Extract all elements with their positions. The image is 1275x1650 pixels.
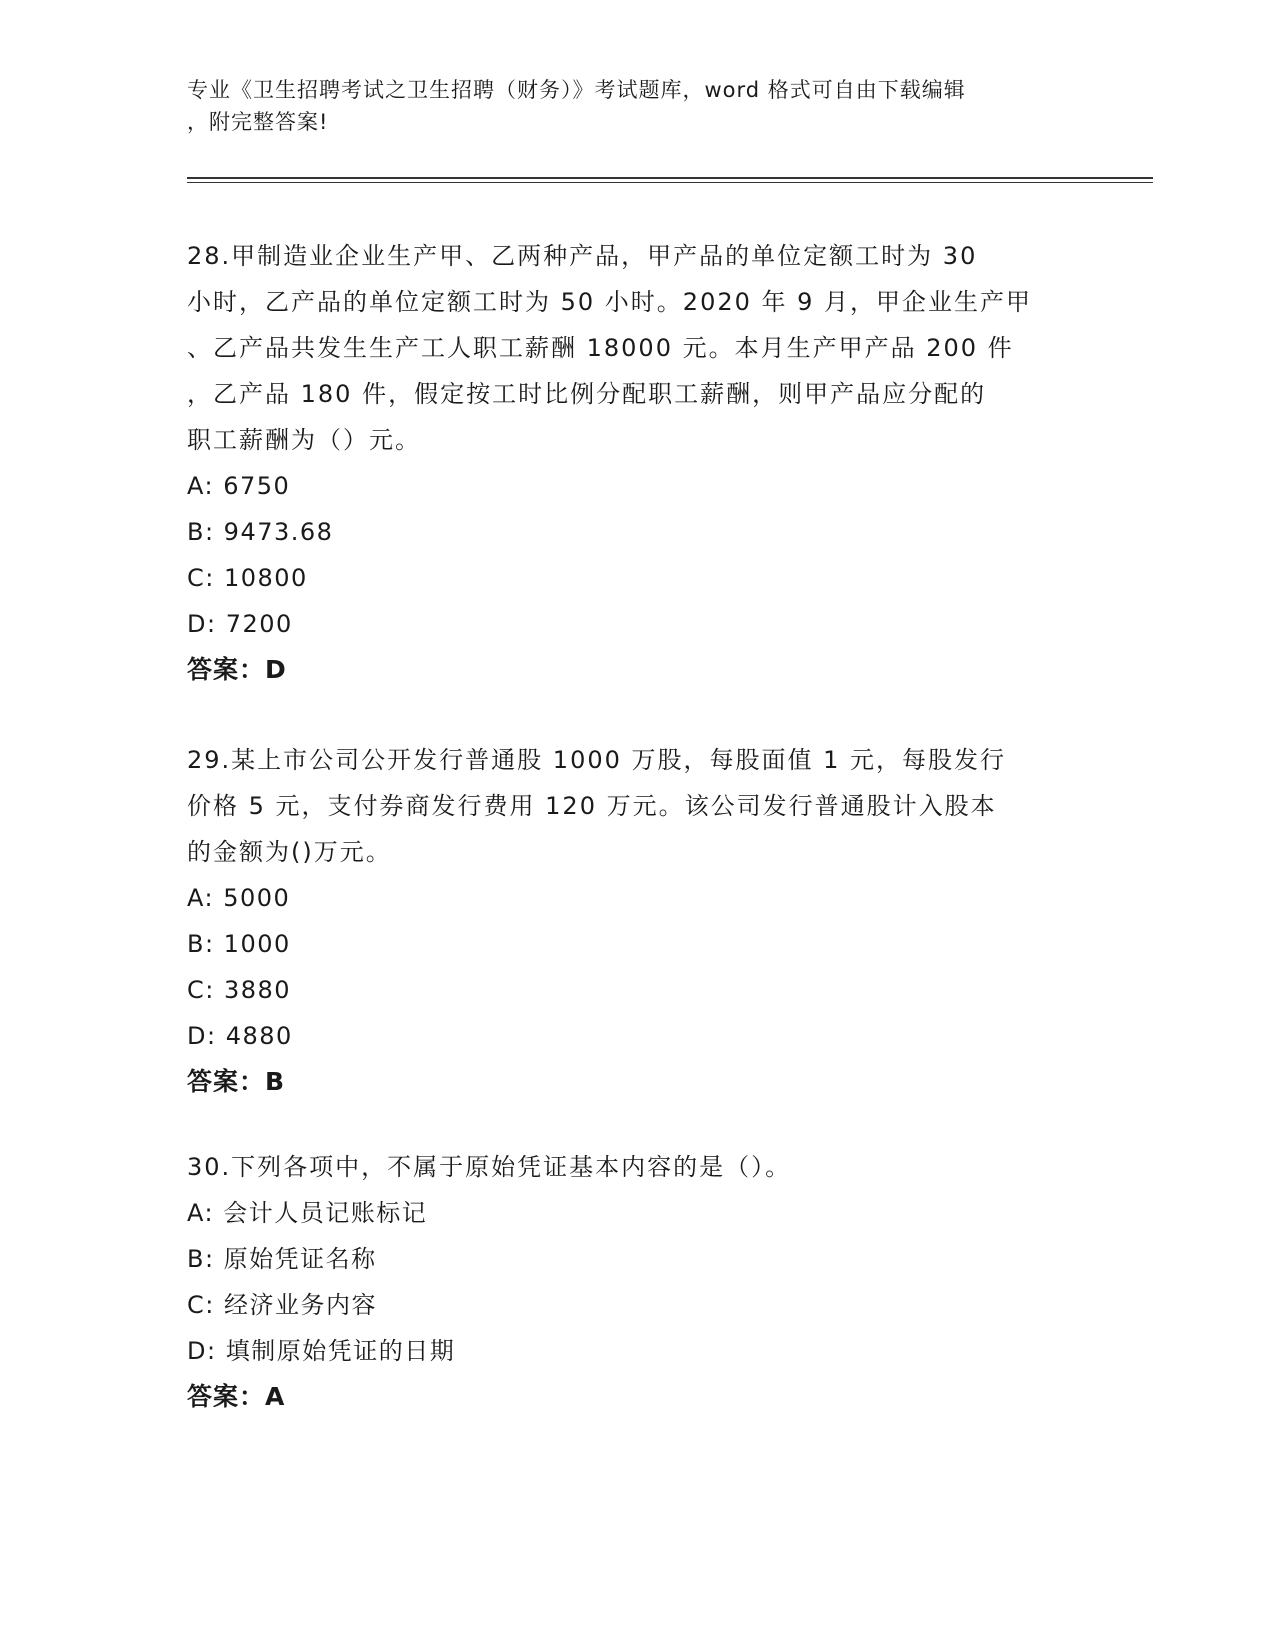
header-line-1: 专业《卫生招聘考试之卫生招聘（财务）》考试题库，word 格式可自由下载编辑 xyxy=(187,78,966,102)
question-stem xyxy=(187,1144,1077,1190)
option-b: B: 原始凭证名称 xyxy=(187,1245,377,1273)
question-stem xyxy=(187,737,1077,875)
question-30 xyxy=(187,1144,1087,1420)
answer-line: 答案：A xyxy=(187,1382,286,1411)
option-c: C: 10800 xyxy=(187,564,308,592)
stem-line: 价格 5 元，支付券商发行费用 120 万元。该公司发行普通股计入股本 xyxy=(187,792,997,820)
option-c: C: 3880 xyxy=(187,976,292,1004)
option-a: A: 6750 xyxy=(187,472,291,500)
option-d: D: 7200 xyxy=(187,610,293,638)
option-b: B: 1000 xyxy=(187,930,291,958)
stem-line: 30.下列各项中，不属于原始凭证基本内容的是（）。 xyxy=(187,1153,792,1181)
option-b: B: 9473.68 xyxy=(187,518,334,546)
question-stem xyxy=(187,233,1077,463)
option-a: A: 5000 xyxy=(187,884,291,912)
answer-line: 答案：B xyxy=(187,1067,286,1096)
question-29 xyxy=(187,737,1087,1105)
stem-line: 小时，乙产品的单位定额工时为 50 小时。2020 年 9 月，甲企业生产甲 xyxy=(187,288,1033,316)
stem-line: 28.甲制造业企业生产甲、乙两种产品，甲产品的单位定额工时为 30 xyxy=(187,242,978,270)
stem-line: 、乙产品共发生生产工人职工薪酬 18000 元。本月生产甲产品 200 件 xyxy=(187,334,1014,362)
header-line-2: ，附完整答案! xyxy=(187,110,329,134)
option-a: A: 会计人员记账标记 xyxy=(187,1199,428,1227)
stem-line: 29.某上市公司公开发行普通股 1000 万股，每股面值 1 元，每股发行 xyxy=(187,746,1007,774)
stem-line: ，乙产品 180 件，假定按工时比例分配职工薪酬，则甲产品应分配的 xyxy=(187,380,987,408)
option-d: D: 4880 xyxy=(187,1022,293,1050)
stem-line: 职工薪酬为（）元。 xyxy=(187,426,421,454)
option-d: D: 填制原始凭证的日期 xyxy=(187,1337,456,1365)
document-header xyxy=(187,74,1067,138)
question-28 xyxy=(187,233,1087,693)
answer-line: 答案：D xyxy=(187,655,287,684)
header-divider xyxy=(187,177,1153,183)
stem-line: 的金额为()万元。 xyxy=(187,838,392,866)
option-c: C: 经济业务内容 xyxy=(187,1291,377,1319)
